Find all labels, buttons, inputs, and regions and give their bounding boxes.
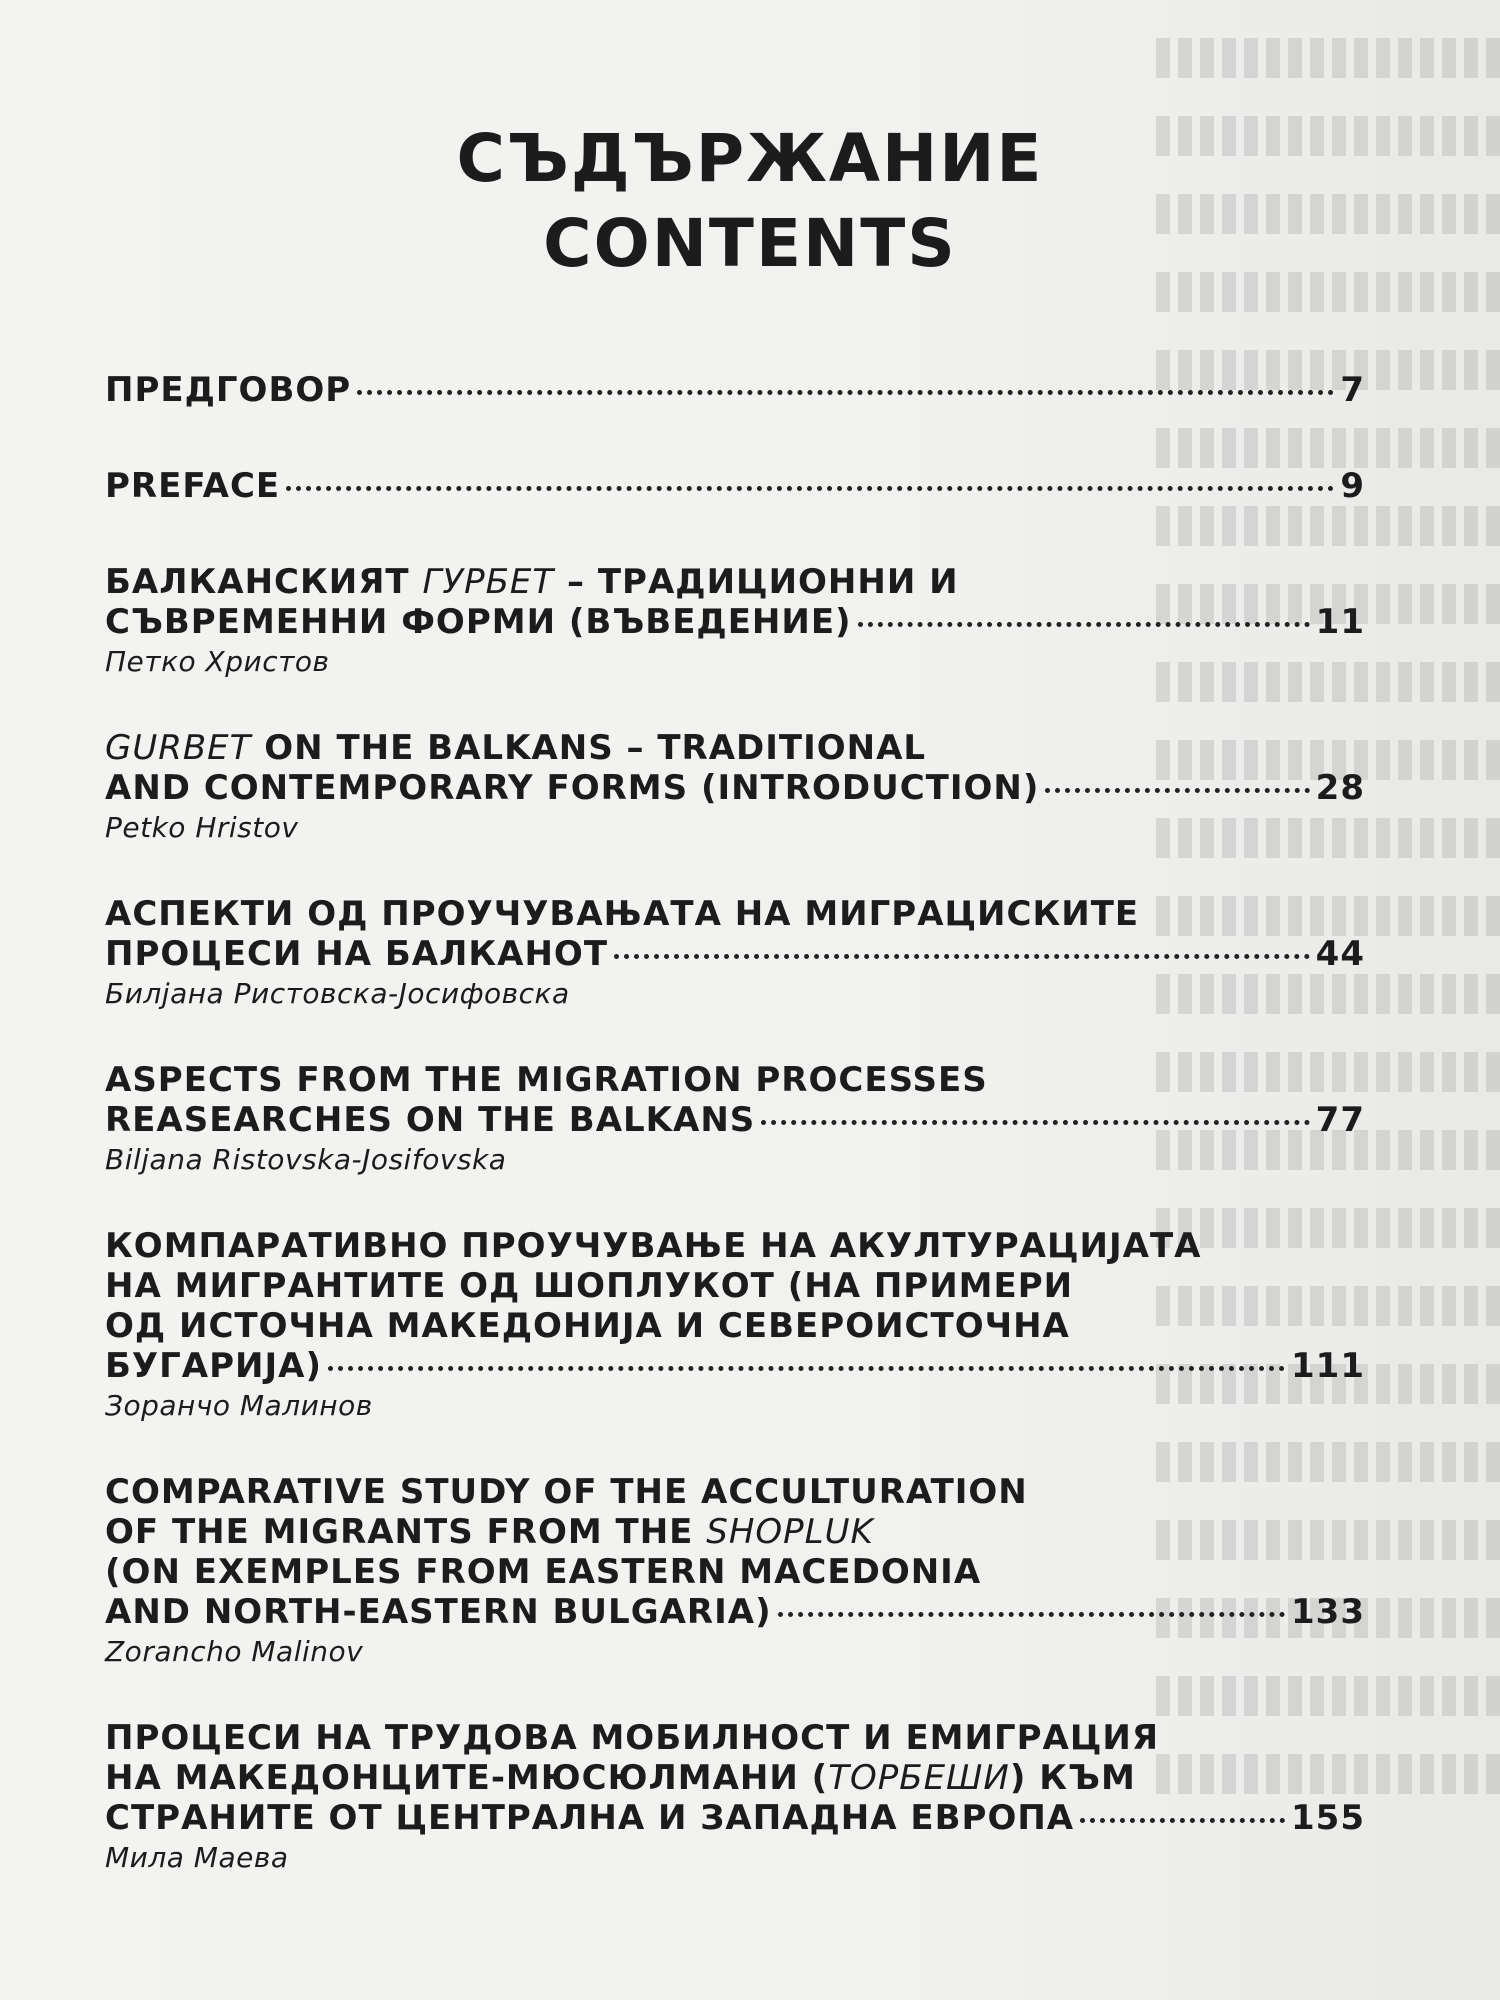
heading-bulgarian: СЪДЪРЖАНИЕ: [456, 120, 1044, 197]
toc-entry: [105, 728, 1365, 846]
toc-entry-author: Петко Христов: [105, 645, 330, 678]
toc-entry-title-line: AND CONTEMPORARY FORMS (INTRODUCTION): [105, 768, 1040, 808]
toc-entry-author: Zorancho Malinov: [105, 1635, 364, 1668]
toc-entry-title-line: AND NORTH-EASTERN BULGARIA): [105, 1592, 772, 1632]
toc-entry-author: Biljana Ristovska-Josifovska: [105, 1143, 507, 1176]
toc-entry-last-line: [105, 934, 1365, 974]
toc-entry-title-line: (ON EXEMPLES FROM EASTERN MACEDONIA: [105, 1552, 982, 1592]
toc-entry-title-line: БУГАРИЈА): [105, 1346, 322, 1386]
toc-entry-author: Petko Hristov: [105, 811, 299, 844]
toc-entry-title-line: БАЛКАНСКИЯТ ГУРБЕТ – ТРАДИЦИОННИ И: [105, 562, 959, 602]
page-number: 11: [1315, 602, 1365, 642]
table-of-contents: [105, 370, 1365, 1924]
page-number: 155: [1291, 1798, 1365, 1838]
page-number: 133: [1291, 1592, 1365, 1632]
toc-entry-last-line: [105, 602, 1365, 642]
toc-entry: [105, 466, 1365, 506]
dot-leader: [778, 1612, 1285, 1617]
toc-entry-title-line: АСПЕКТИ ОД ПРОУЧУВАЊАТА НА МИГРАЦИСКИТЕ: [105, 894, 1140, 934]
toc-entry-last-line: [105, 768, 1365, 808]
page-number: 28: [1315, 768, 1365, 808]
toc-entry-last-line: [105, 466, 1365, 506]
dot-leader: [328, 1366, 1285, 1371]
toc-entry-last-line: [105, 1592, 1365, 1632]
toc-entry-title-line: КОМПАРАТИВНО ПРОУЧУВАЊЕ НА АКУЛТУРАЦИЈАТА: [105, 1226, 1202, 1266]
toc-entry-title-line: ПРОЦЕСИ НА ТРУДОВА МОБИЛНОСТ И ЕМИГРАЦИЯ: [105, 1718, 1160, 1758]
toc-entry: [105, 1226, 1365, 1424]
toc-entry: [105, 1718, 1365, 1876]
toc-entry-last-line: [105, 1100, 1365, 1140]
toc-entry-title-line: НА МАКЕДОНЦИТЕ-МЮСЮЛМАНИ (ТОРБЕШИ) КЪМ: [105, 1758, 1136, 1798]
toc-entry-title-line: COMPARATIVE STUDY OF THE ACCULTURATION: [105, 1472, 1028, 1512]
dot-leader: [286, 486, 1334, 491]
toc-entry-title-line: ОД ИСТОЧНА МАКЕДОНИЈА И СЕВЕРОИСТОЧНА: [105, 1306, 1070, 1346]
toc-entry: [105, 1060, 1365, 1178]
dot-leader: [858, 622, 1310, 627]
page-number: 77: [1315, 1100, 1365, 1140]
toc-entry-title-line: REASEARCHES ON THE BALKANS: [105, 1100, 756, 1140]
toc-entry-author: Мила Маева: [105, 1841, 289, 1874]
toc-entry-title-line: GURBET ON THE BALKANS – TRADITIONAL: [105, 728, 927, 768]
toc-entry-last-line: [105, 370, 1365, 410]
toc-entry-author: Зоранчо Малинов: [105, 1389, 373, 1422]
dot-leader: [614, 954, 1310, 959]
toc-entry-title-line: ASPECTS FROM THE MIGRATION PROCESSES: [105, 1060, 988, 1100]
toc-entry-title-line: OF THE MIGRANTS FROM THE SHOPLUK: [105, 1512, 874, 1552]
heading-english: CONTENTS: [543, 205, 957, 282]
dot-leader: [357, 390, 1334, 395]
dot-leader: [1080, 1818, 1285, 1823]
page-number: 7: [1340, 370, 1365, 410]
page-number: 111: [1291, 1346, 1365, 1386]
page-number: 44: [1315, 934, 1365, 974]
toc-entry: [105, 1472, 1365, 1670]
toc-entry: [105, 370, 1365, 410]
toc-entry-last-line: [105, 1798, 1365, 1838]
toc-entry-title-line: ПРОЦЕСИ НА БАЛКАНОТ: [105, 934, 609, 974]
toc-entry-title-line: ПРЕДГОВОР: [105, 370, 352, 410]
page-number: 9: [1340, 466, 1365, 506]
toc-entry-last-line: [105, 1346, 1365, 1386]
toc-entry-title-line: НА МИГРАНТИТЕ ОД ШОПЛУКОТ (НА ПРИМЕРИ: [105, 1266, 1074, 1306]
toc-entry-title-line: PREFACE: [105, 466, 281, 506]
toc-entry-title-line: СТРАНИТЕ ОТ ЦЕНТРАЛНА И ЗАПАДНА ЕВРОПА: [105, 1798, 1075, 1838]
toc-entry: [105, 894, 1365, 1012]
toc-entry-author: Билјана Ристовска-Јосифовска: [105, 977, 570, 1010]
dot-leader: [1045, 788, 1309, 793]
toc-entry: [105, 562, 1365, 680]
toc-entry-title-line: СЪВРЕМЕННИ ФОРМИ (ВЪВЕДЕНИЕ): [105, 602, 852, 642]
dot-leader: [761, 1120, 1309, 1125]
